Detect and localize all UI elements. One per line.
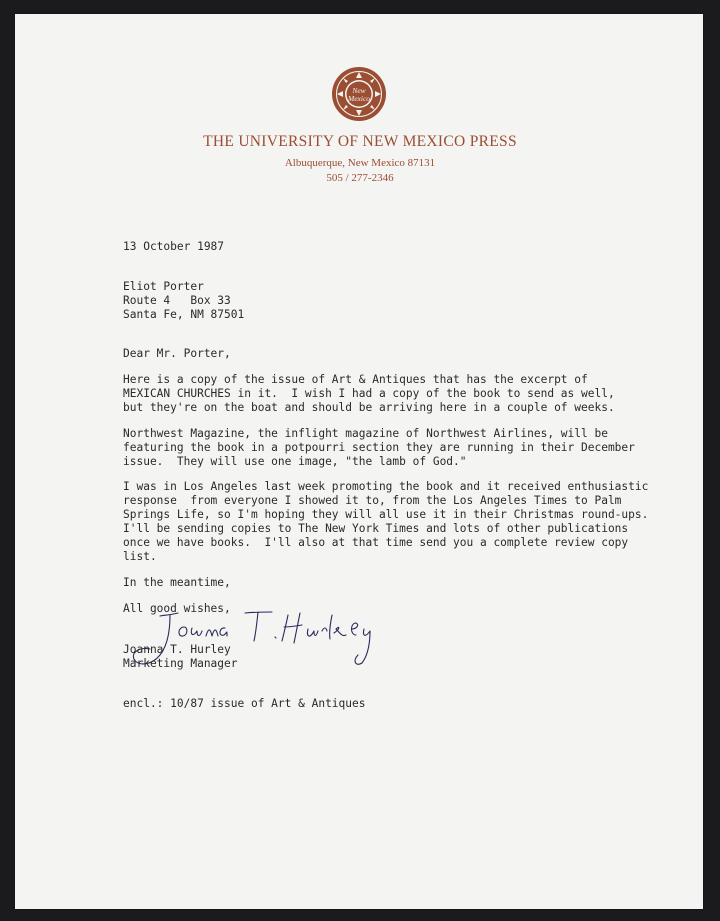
paragraph-line: once we have books. I'll also at that time send you a complete review copy xyxy=(123,536,629,549)
paragraph-line: Northwest Magazine, the inflight magazine of Northwest Airlines, will be xyxy=(123,427,608,440)
press-phone: 505 / 277-2346 xyxy=(326,172,394,184)
paragraph-line: featuring the book in a potpourri section they are running in their December xyxy=(123,441,635,454)
press-logo-seal xyxy=(331,66,387,122)
signer-name: Joanna T. Hurley xyxy=(123,643,231,656)
recipient-line: Santa Fe, NM 87501 xyxy=(123,308,245,321)
paragraph-line: I was in Los Angeles last week promoting the book and it received enthusiastic xyxy=(123,480,649,493)
enclosure-note: encl.: 10/87 issue of Art & Antiques xyxy=(123,697,366,710)
svg-text:New: New xyxy=(352,86,366,95)
paragraph-line: Springs Life, so I'm hoping they will all use it in their Christmas round-ups. xyxy=(123,508,649,521)
press-name: THE UNIVERSITY OF NEW MEXICO PRESS xyxy=(203,133,517,150)
closing: All good wishes, xyxy=(123,602,231,615)
recipient-line: Route 4 Box 33 xyxy=(123,294,231,307)
paragraph-line: MEXICAN CHURCHES in it. I wish I had a copy of the book to send as well, xyxy=(123,387,615,400)
salutation: Dear Mr. Porter, xyxy=(123,347,231,360)
paragraph-line: issue. They will use one image, "the lamb of God." xyxy=(123,455,467,468)
paragraph-line: Here is a copy of the issue of Art & Antiques that has the excerpt of xyxy=(123,373,588,386)
recipient-line: Eliot Porter xyxy=(123,280,204,293)
paragraph-line: I'll be sending copies to The New York Times and lots of other publications xyxy=(123,522,629,535)
meantime-line: In the meantime, xyxy=(123,576,231,589)
letter-date: 13 October 1987 xyxy=(123,240,225,253)
signer-title: Marketing Manager xyxy=(123,657,238,670)
paragraph-line: list. xyxy=(123,550,157,563)
paragraph-line: but they're on the boat and should be arriving here in a couple of weeks. xyxy=(123,401,615,414)
paragraph-line: response from everyone I showed it to, from the Los Angeles Times to Palm xyxy=(123,494,622,507)
svg-text:Mexico: Mexico xyxy=(347,94,371,103)
press-address: Albuquerque, New Mexico 87131 xyxy=(284,157,436,169)
